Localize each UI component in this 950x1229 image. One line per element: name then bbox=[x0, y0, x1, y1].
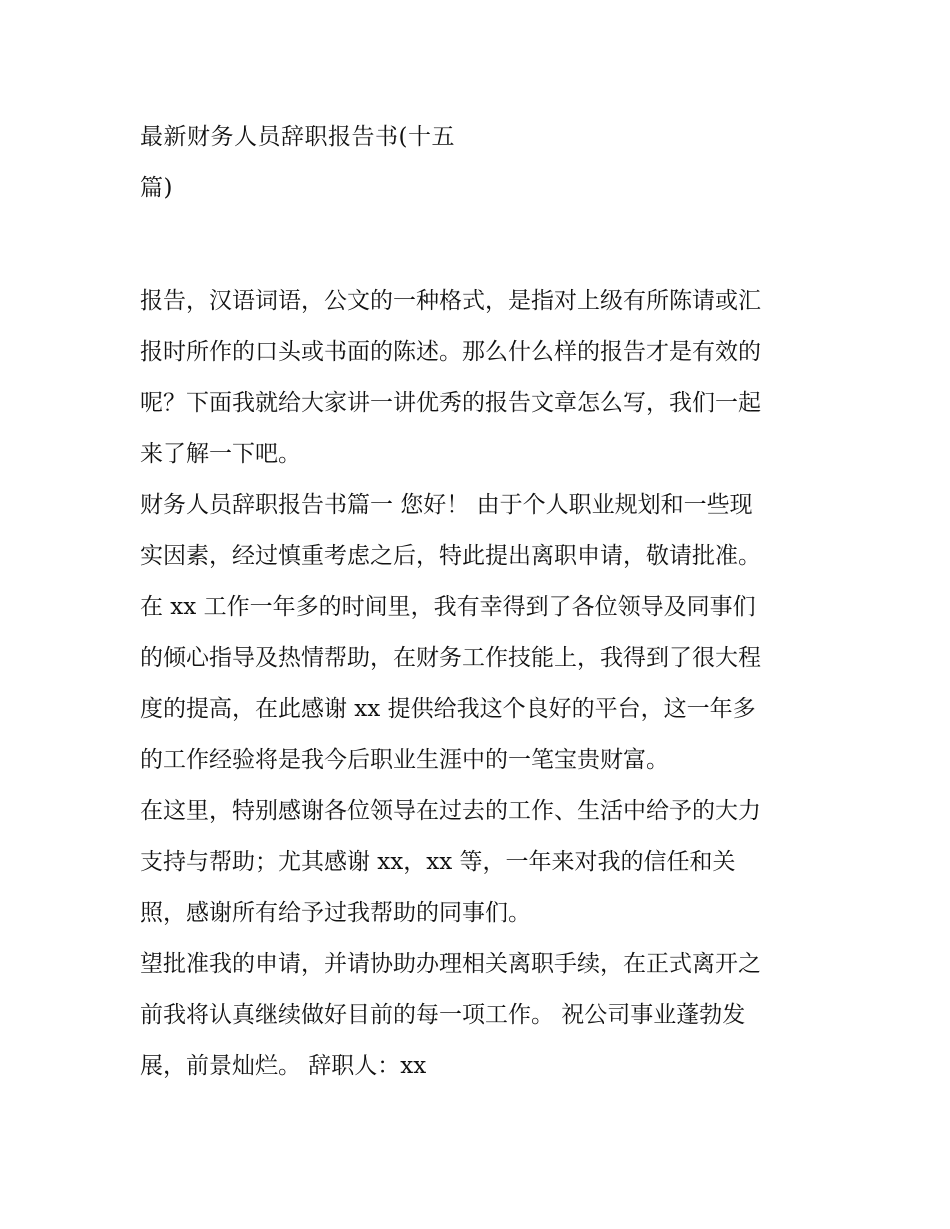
body-line: 支持与帮助；尤其感谢 xx，xx 等，一年来对我的信任和关 bbox=[140, 849, 736, 875]
body-line: 呢？下面我就给大家讲一讲优秀的报告文章怎么写，我们一起 bbox=[140, 390, 761, 416]
document-body bbox=[140, 276, 830, 1092]
body-line: 报告，汉语词语，公文的一种格式，是指对上级有所陈请或汇 bbox=[140, 288, 761, 314]
document-title bbox=[140, 112, 820, 214]
body-line: 在 xx 工作一年多的时间里，我有幸得到了各位领导及同事们 bbox=[140, 594, 756, 620]
body-line: 度的提高，在此感谢 xx 提供给我这个良好的平台，这一年多 bbox=[140, 696, 756, 722]
body-line: 照，感谢所有给予过我帮助的同事们。 bbox=[140, 900, 531, 926]
body-line: 来了解一下吧。 bbox=[140, 441, 301, 467]
body-line: 在这里，特别感谢各位领导在过去的工作、生活中给予的大力 bbox=[140, 798, 761, 824]
body-line: 的工作经验将是我今后职业生涯中的一笔宝贵财富。 bbox=[140, 747, 669, 773]
title-line: 篇) bbox=[140, 175, 173, 201]
body-line: 前我将认真继续做好目前的每一项工作。 祝公司事业蓬勃发 bbox=[140, 1002, 746, 1028]
body-line: 财务人员辞职报告书篇一 您好！ 由于个人职业规划和一些现 bbox=[140, 492, 753, 518]
body-line: 望批准我的申请，并请协助办理相关离职手续，在正式离开之 bbox=[140, 951, 761, 977]
body-line: 的倾心指导及热情帮助，在财务工作技能上，我得到了很大程 bbox=[140, 645, 761, 671]
body-line: 实因素，经过慎重考虑之后，特此提出离职申请，敬请批准。 bbox=[140, 543, 761, 569]
body-line: 报时所作的口头或书面的陈述。那么什么样的报告才是有效的 bbox=[140, 339, 761, 365]
body-line: 展，前景灿烂。 辞职人：xx bbox=[140, 1053, 427, 1079]
title-line: 最新财务人员辞职报告书(十五 bbox=[140, 124, 455, 150]
